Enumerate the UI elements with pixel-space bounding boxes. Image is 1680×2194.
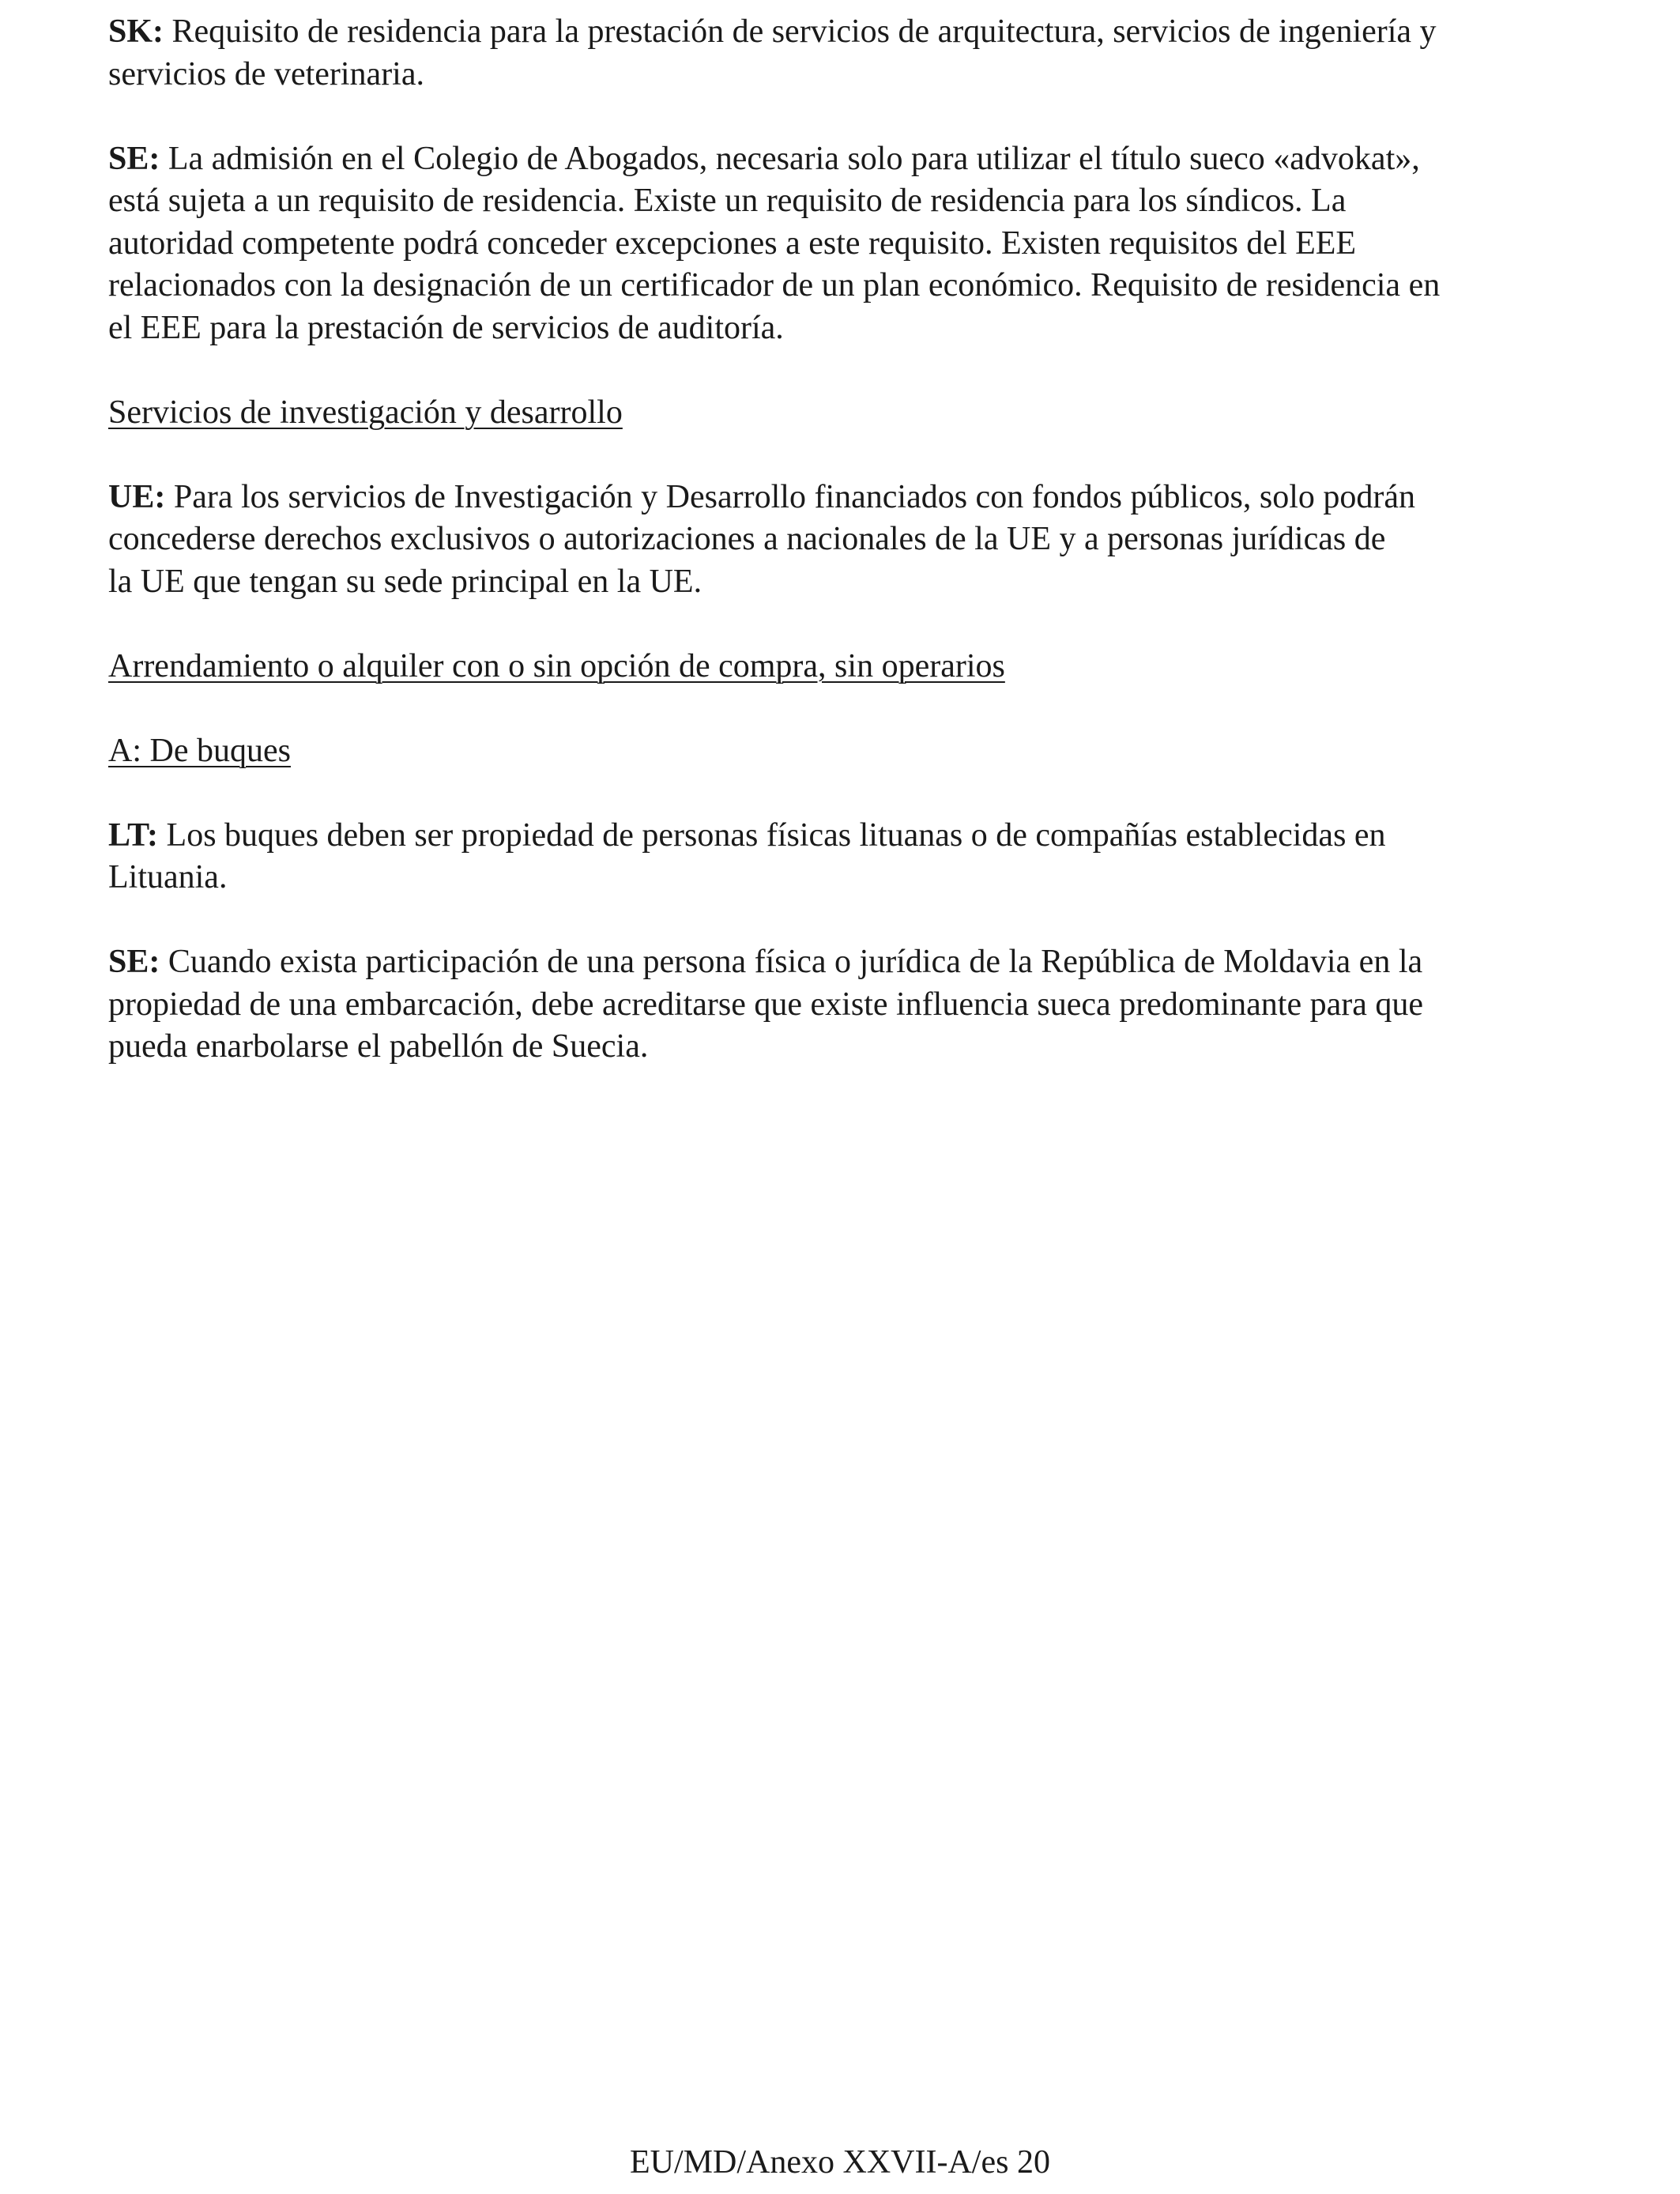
line-text: La admisión en el Colegio de Abogados, necesaria solo para utilizar el título sueco «advokat», [160, 140, 1420, 177]
country-code: SE: [108, 944, 160, 980]
entry-se-vessels [108, 941, 1594, 1069]
text-line [108, 941, 1594, 984]
text-line: la UE que tengan su sede principal en la UE. [108, 563, 703, 600]
subsection-heading-ships: A: De buques [108, 732, 291, 769]
text-line: pueda enarbolarse el pabellón de Suecia. [108, 1028, 649, 1065]
text-line [108, 138, 1594, 181]
text-line: propiedad de una embarcación, debe acreditarse que existe influencia sueca predominante para que [108, 986, 1424, 1023]
text-line [108, 477, 1594, 519]
document-page [108, 11, 1594, 1110]
line-text: Los buques deben ser propiedad de personas físicas lituanas o de compañías establecidas en [158, 816, 1386, 854]
section-heading-research: Servicios de investigación y desarrollo [108, 394, 623, 431]
text-line: el EEE para la prestación de servicios de auditoría. [108, 309, 784, 346]
country-code: SK: [108, 13, 164, 50]
country-code: LT: [108, 816, 159, 854]
entry-se-lawyers [108, 138, 1594, 350]
line-text: Requisito de residencia para la prestación de servicios de arquitectura, servicios de ingeniería y [164, 13, 1437, 50]
entry-sk [108, 11, 1594, 96]
text-line: autoridad competente podrá conceder excepciones a este requisito. Existen requisitos del EEE [108, 224, 1357, 262]
country-code: SE: [108, 140, 160, 177]
text-line: Lituania. [108, 859, 228, 895]
text-line: concederse derechos exclusivos o autorizaciones a nacionales de la UE y a personas jurídicas de [108, 521, 1386, 557]
text-line: relacionados con la designación de un certificador de un plan económico. Requisito de residencia en [108, 267, 1441, 303]
entry-lt [108, 815, 1594, 899]
text-line: está sujeta a un requisito de residencia. Existe un requisito de residencia para los síndicos. La [108, 183, 1347, 219]
entry-ue [108, 477, 1594, 604]
page-footer: EU/MD/Anexo XXVII-A/es 20 [630, 2144, 1050, 2181]
text-line [108, 11, 1594, 54]
country-code: UE: [108, 478, 166, 515]
text-line: servicios de veterinaria. [108, 55, 424, 92]
line-text: Cuando exista participación de una persona física o jurídica de la República de Moldavia en la [160, 944, 1423, 980]
section-heading-leasing: Arrendamiento o alquiler con o sin opción de compra, sin operarios [108, 647, 1005, 684]
line-text: Para los servicios de Investigación y Desarrollo financiados con fondos públicos, solo podrán [165, 478, 1415, 515]
text-line [108, 815, 1594, 858]
